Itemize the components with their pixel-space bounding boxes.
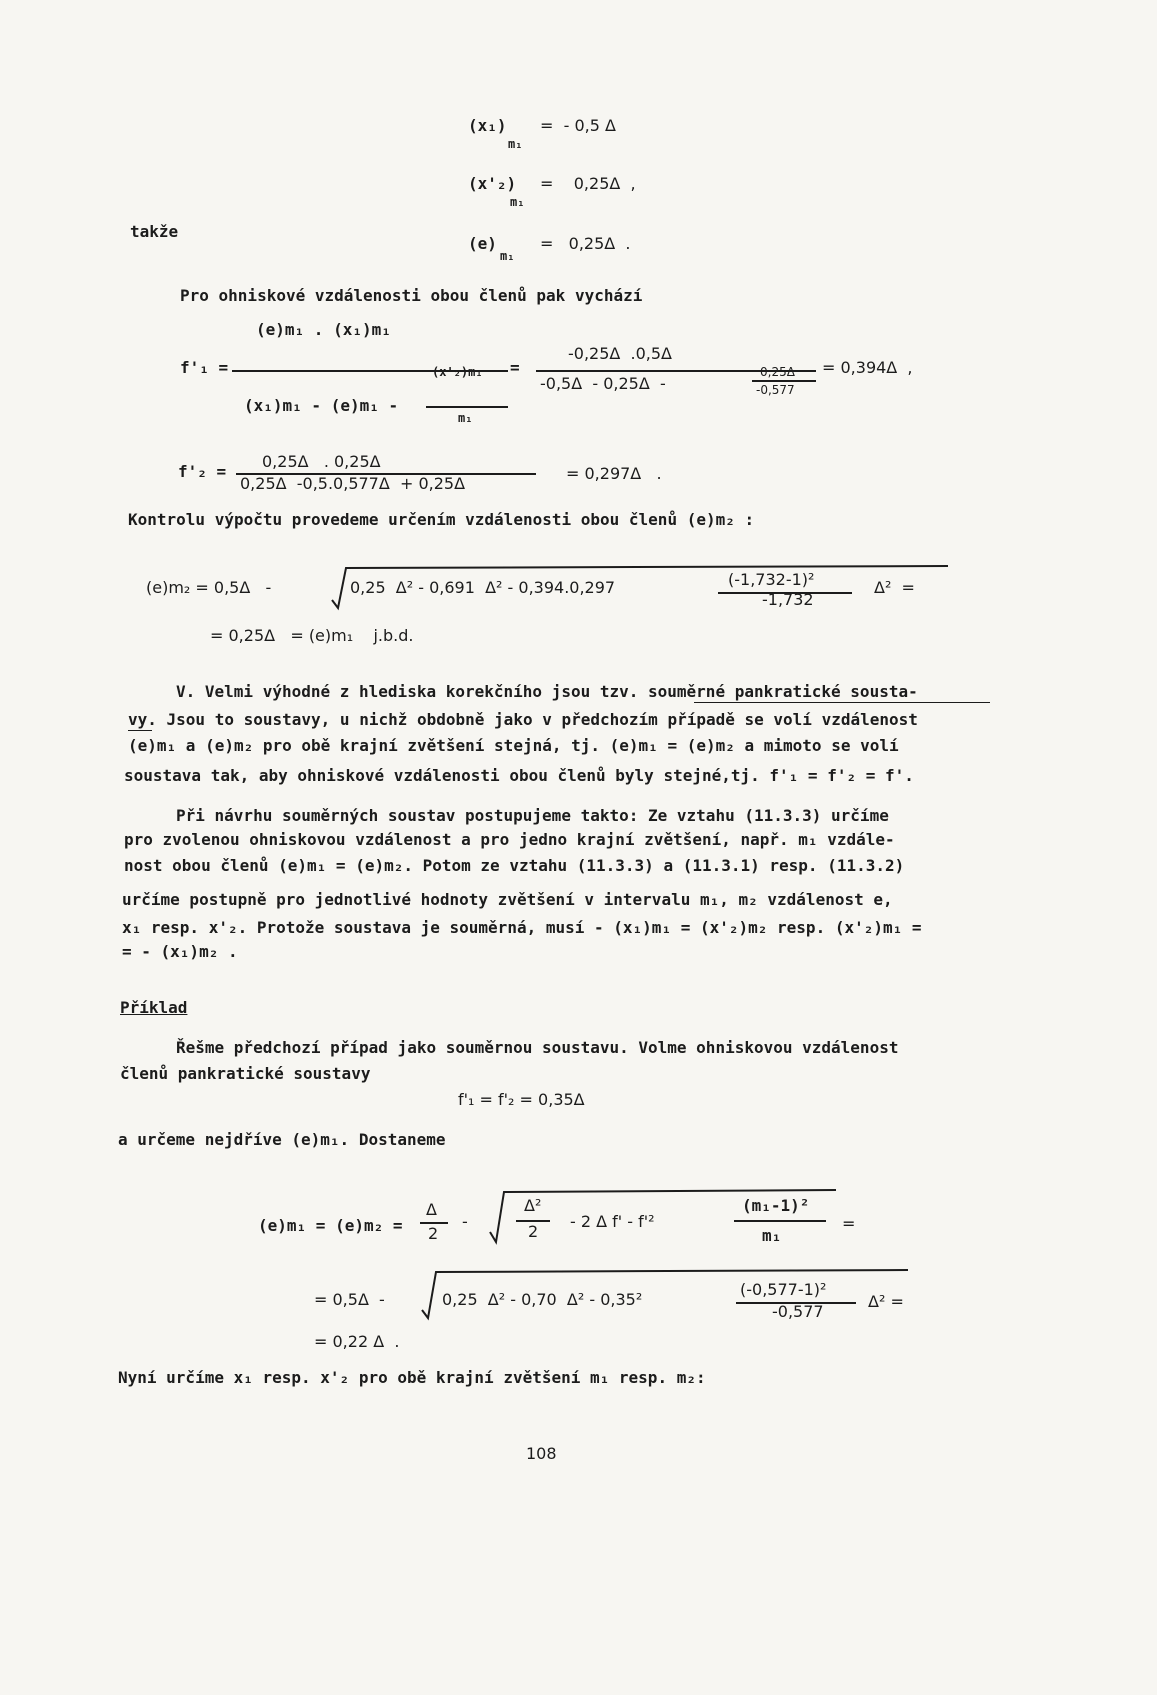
para-v-line-2: vy. Jsou to soustavy, u nichž obdobně jako v předchozím případě se volí vzdálenost [128,710,918,729]
f1-numerator: (e)m₁ . (x₁)m₁ [256,320,391,339]
text-check-intro: Kontrolu výpočtu provedeme určením vzdálenosti obou členů (e)m₂ : [128,510,755,529]
focal-definition: f'₁ = f'₂ = 0,35Δ [458,1090,585,1109]
eq-x1-lhs: (x₁) [468,116,507,135]
check-result: = 0,25Δ = (e)m₁ j.b.d. [210,626,414,645]
eq-x1-rhs: = - 0,5 Δ [540,116,616,135]
eq-e-line2-radicand: 0,25 Δ² - 0,70 Δ² - 0,35² [442,1290,643,1309]
eq-e-line2-frac-num: (-0,577-1)² [740,1280,827,1299]
para-example-line-2: členů pankratické soustavy [120,1064,371,1083]
para-design-line-2: pro zvolenou ohniskovou vzdálenost a pro jedno krajní zvětšení, např. m₁ vzdále- [124,830,895,849]
f1-equals: = [510,358,520,377]
text-now-determine: Nyní určíme x₁ resp. x'₂ pro obě krajní zvětšení m₁ resp. m₂: [118,1368,706,1387]
eq-x1-sub: m₁ [508,137,523,151]
f2-lhs: f'₂ = [178,462,227,481]
eq-e-rad-mid: - 2 Δ f' - f'² [570,1212,655,1231]
eq-x2-lhs: (x'₂) [468,174,517,193]
eq-e-rad-frac-den: 2 [528,1222,539,1241]
para-v-line-3: (e)m₁ a (e)m₂ pro obě krajní zvětšení stejná, tj. (e)m₁ = (e)m₂ a mimoto se volí [128,736,899,755]
check-radicand: 0,25 Δ² - 0,691 Δ² - 0,394.0,297 [350,578,616,597]
para-design-line-5: x₁ resp. x'₂. Protože soustava je souměrná, musí - (x₁)m₁ = (x'₂)m₂ resp. (x'₂)m₁ = [122,918,922,937]
f1-result: = 0,394Δ , [822,358,913,377]
word-takze: takže [130,222,179,241]
eq-e-rad-frac-num: Δ² [524,1196,542,1215]
heading-example: Příklad [120,998,188,1017]
eq-e-line2-frac-den: -0,577 [772,1302,824,1321]
check-frac-den: -1,732 [762,590,814,609]
para-design-line-4: určíme postupně pro jednotlivé hodnoty zvětšení v intervalu m₁, m₂ vzdálenost e, [122,890,893,909]
f1-den-values-subfrac-den: -0,577 [756,383,795,397]
f2-denominator: 0,25Δ -0,5.0,577Δ + 0,25Δ [240,474,466,493]
para-v-line-1: V. Velmi výhodné z hlediska korekčního jsou tzv. souměrné pankratické soustа- [176,682,918,701]
f1-den-subfrac-den: m₁ [458,411,473,425]
eq-e-frac1-num: Δ [426,1200,437,1219]
eq-e-line2-tail: Δ² = [868,1292,904,1311]
underline-soumerne [694,702,990,703]
f1-den-subfrac-num: (x'₂)m₁ [432,365,483,379]
para-example-line-1: Řešme předchozí případ jako souměrnou soustavu. Volme ohniskovou vzdálenost [176,1038,899,1057]
check-frac-num: (-1,732-1)² [728,570,815,589]
eq-e-rhs: = 0,25Δ . [540,234,631,253]
f1-lhs: f'₁ = [180,358,229,377]
eq-e-line2-lhs: = 0,5Δ - [314,1290,385,1309]
f1-den-subfrac-line [426,406,508,408]
f1-denominator-values: -0,5Δ - 0,25Δ - [540,374,666,393]
eq-e-minus: - [462,1212,468,1231]
f1-den-values-subfrac-line [752,380,816,382]
eq-e-lhs: (e) [468,234,497,253]
eq-x2-sub: m₁ [510,195,525,209]
f1-den-values-subfrac-num: 0,25Δ [760,365,795,379]
para-design-line-1: Při návrhu souměrných soustav postupujeme takto: Ze vztahu (11.3.3) určíme [176,806,889,825]
check-lhs: (e)m₂ = 0,5Δ - [146,578,272,597]
f1-numerator-values: -0,25Δ .0,5Δ [568,344,672,363]
f2-numerator: 0,25Δ . 0,25Δ [262,452,381,471]
eq-e-radical-sign [488,1186,838,1246]
para-design-line-3: nost obou členů (e)m₁ = (e)m₂. Potom ze vztahu (11.3.3) a (11.3.1) resp. (11.3.2) [124,856,905,875]
check-tail: Δ² = [874,578,915,597]
eq-e-sub: m₁ [500,249,515,263]
eq-e-rad-frac2-den: m₁ [762,1226,782,1245]
para-design-line-6: = - (x₁)m₂ . [122,942,238,961]
eq-e-frac1-den: 2 [428,1224,439,1243]
para-v-line-4: soustava tak, aby ohniskové vzdálenosti obou členů byly stejné,tj. f'₁ = f'₂ = f'. [124,766,914,785]
eq-x2-rhs: = 0,25Δ , [540,174,636,193]
eq-e-rad-frac2-num: (m₁-1)² [742,1196,810,1215]
text-focal-intro: Pro ohniskové vzdálenosti obou členů pak vychází [180,286,643,305]
f1-denominator: (x₁)m₁ - (e)m₁ - [244,396,399,415]
f2-result: = 0,297Δ . [566,464,662,483]
eq-e-line3: = 0,22 Δ . [314,1332,400,1351]
underline-vy [128,730,152,731]
eq-e-rad-frac2-line [734,1220,826,1222]
eq-e-equals-end: = [842,1214,856,1233]
text-determine-e: a určeme nejdříve (e)m₁. Dostaneme [118,1130,446,1149]
page-number: 108 [526,1444,557,1463]
eq-e-main-lhs: (e)m₁ = (e)m₂ = [258,1216,403,1235]
